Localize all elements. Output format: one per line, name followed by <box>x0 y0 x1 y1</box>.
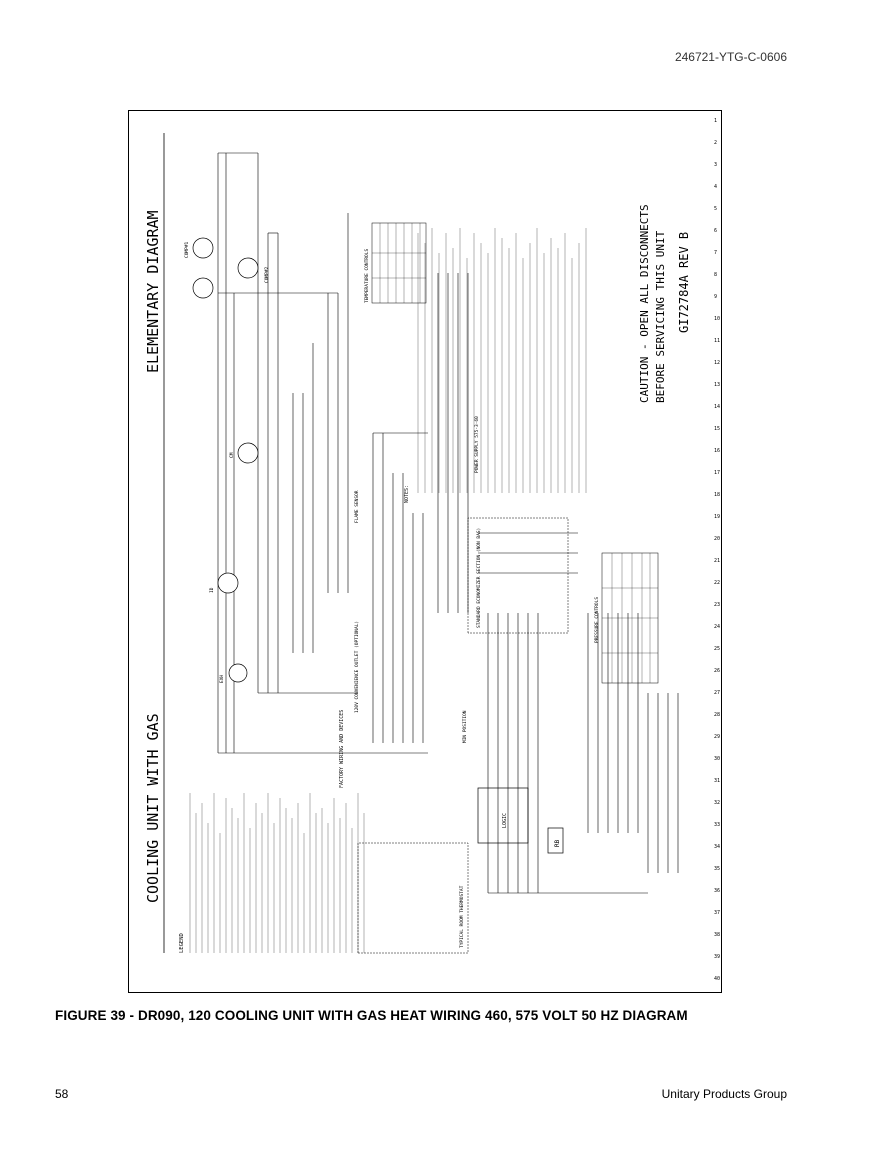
power-supply-label: POWER SUPPLY 575-3-60 <box>475 416 480 473</box>
notes-lines <box>418 228 586 493</box>
component-labels <box>184 241 468 743</box>
svg-text:18: 18 <box>714 492 721 498</box>
thermostat-label: TYPICAL ROOM THERMOSTAT <box>460 885 465 948</box>
svg-text:3: 3 <box>714 162 718 168</box>
svg-text:23: 23 <box>714 602 721 608</box>
svg-text:25: 25 <box>714 646 721 652</box>
svg-text:EXH: EXH <box>220 674 225 683</box>
svg-text:27: 27 <box>714 690 721 696</box>
diagram-content <box>144 133 691 953</box>
svg-text:22: 22 <box>714 580 721 586</box>
svg-text:12: 12 <box>714 360 721 366</box>
svg-text:16: 16 <box>714 448 721 454</box>
figure-caption: FIGURE 39 - DR090, 120 COOLING UNIT WITH GAS HEAT WIRING 460, 575 VOLT 50 HZ DIAGRAM <box>55 1008 688 1023</box>
svg-text:7: 7 <box>714 250 718 256</box>
svg-text:29: 29 <box>714 734 721 740</box>
svg-text:39: 39 <box>714 954 721 960</box>
page-number: 58 <box>55 1087 69 1101</box>
svg-text:PRESSURE CONTROLS: PRESSURE CONTROLS <box>595 596 600 643</box>
svg-text:4: 4 <box>714 184 718 190</box>
svg-text:33: 33 <box>714 822 721 828</box>
title-right: ELEMENTARY DIAGRAM <box>144 210 162 373</box>
economizer-label: STANDARD ECONOMIZER SECTION (NON BAS) <box>477 527 482 628</box>
svg-text:38: 38 <box>714 932 721 938</box>
svg-text:21: 21 <box>714 558 721 564</box>
svg-text:FLAME SENSOR: FLAME SENSOR <box>355 490 360 523</box>
caution-line-1: CAUTION - OPEN ALL DISCONNECTS <box>638 204 651 403</box>
svg-text:31: 31 <box>714 778 721 784</box>
svg-text:35: 35 <box>714 866 721 872</box>
svg-text:19: 19 <box>714 514 721 520</box>
svg-text:COMP#2: COMP#2 <box>265 266 270 283</box>
publisher-name: Unitary Products Group <box>661 1087 787 1101</box>
svg-text:36: 36 <box>714 888 721 894</box>
svg-text:8: 8 <box>714 272 718 278</box>
convenience-outlet-label: 120V CONVENIENCE OUTLET (OPTIONAL) <box>355 620 360 713</box>
svg-text:28: 28 <box>714 712 721 718</box>
grid-markers <box>714 118 720 982</box>
svg-text:ID: ID <box>210 587 215 593</box>
factory-wiring-note: FACTORY WIRING AND DEVICES <box>339 709 345 788</box>
svg-text:20: 20 <box>714 536 721 542</box>
legend-title: LEGEND <box>179 933 185 953</box>
svg-text:30: 30 <box>714 756 721 762</box>
svg-text:TEMPERATURE CONTROLS: TEMPERATURE CONTROLS <box>365 248 370 303</box>
wiring-lines <box>218 153 678 893</box>
svg-text:34: 34 <box>714 844 721 850</box>
rb-label: RB <box>554 839 561 847</box>
pressure-controls-table <box>594 553 658 683</box>
svg-text:15: 15 <box>714 426 721 432</box>
svg-text:5: 5 <box>714 206 718 212</box>
svg-text:2: 2 <box>714 140 718 146</box>
thermostat-box <box>358 843 468 953</box>
svg-text:37: 37 <box>714 910 721 916</box>
svg-text:MIN POSITION: MIN POSITION <box>463 710 468 743</box>
diagram-border <box>129 111 722 993</box>
svg-text:32: 32 <box>714 800 721 806</box>
svg-text:14: 14 <box>714 404 721 410</box>
wiring-diagram <box>128 110 722 993</box>
svg-text:6: 6 <box>714 228 718 234</box>
drawing-number: GI72784A REV B <box>677 231 691 333</box>
title-left: COOLING UNIT WITH GAS <box>144 713 162 903</box>
svg-text:13: 13 <box>714 382 721 388</box>
svg-text:10: 10 <box>714 316 721 322</box>
svg-text:40: 40 <box>714 976 721 982</box>
svg-text:26: 26 <box>714 668 721 674</box>
logic-label: LOGIC <box>502 812 508 828</box>
svg-text:9: 9 <box>714 294 718 300</box>
caution-line-2: BEFORE SERVICING THIS UNIT <box>654 230 667 403</box>
svg-text:1: 1 <box>714 118 718 124</box>
notes-title: NOTES: <box>404 484 410 503</box>
svg-text:17: 17 <box>714 470 721 476</box>
svg-text:24: 24 <box>714 624 721 630</box>
temperature-controls-table <box>364 223 426 303</box>
legend-lines <box>190 793 364 953</box>
motor-symbols <box>193 238 258 682</box>
svg-text:CM: CM <box>230 452 235 458</box>
svg-text:11: 11 <box>714 338 721 344</box>
svg-text:COMP#1: COMP#1 <box>185 241 190 258</box>
document-number: 246721-YTG-C-0606 <box>674 50 787 64</box>
